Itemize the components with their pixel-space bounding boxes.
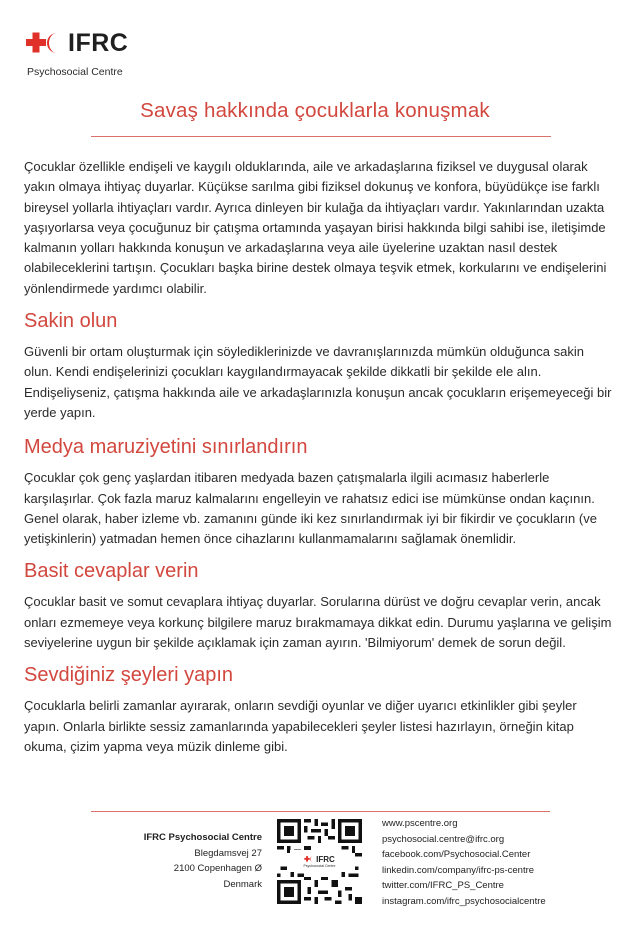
footer-link-email[interactable]: psychosocial.centre@ifrc.org	[382, 833, 505, 845]
section-heading-media: Medya maruziyetini sınırlandırın	[24, 436, 308, 459]
footer-link-website[interactable]: www.pscentre.org	[382, 818, 458, 829]
footer-link-linkedin[interactable]: linkedin.com/company/ifrc-ps-centre	[382, 864, 535, 876]
qr-logo-text: IFRC	[316, 854, 335, 864]
section-heading-enjoy: Sevdiğiniz şeyleri yapın	[24, 664, 233, 687]
qr-logo-subtitle: Psychosocial Centre	[303, 863, 336, 868]
section-text-simple-answers: Çocuklar basit ve somut cevaplara ihtiyaç duyarlar. Sorularına dürüst ve doğru cevaplar verin, ancak onları ezmemeye veya korkunç bilgilere maruz bırakmamaya dikkat edin. Durumu yaşlarına ve gelişim seviyelerine uygun bir şekilde açıklamak için zaman ayırın. 'Bilmiyorum' demek de sorun değil.	[24, 594, 612, 651]
section-heading-calm: Sakin olun	[24, 310, 118, 333]
footer-link-facebook[interactable]: facebook.com/Psychosocial.Center	[382, 849, 531, 861]
logo-subtitle: Psychosocial Centre	[27, 66, 123, 78]
ifrc-logo	[26, 28, 128, 78]
footer-divider	[91, 811, 550, 812]
qr-center-logo	[290, 850, 349, 872]
title-divider	[91, 136, 551, 137]
red-cross-crescent-icon	[26, 32, 64, 54]
page-title: Savaş hakkında çocuklarla konuşmak	[140, 99, 490, 122]
footer-org-name: IFRC Psychosocial Centre	[143, 832, 262, 843]
section-text-calm: Güvenli bir ortam oluşturmak için söylediklerinizde ve davranışlarınızda mümkün olduğunca sakin olun. Kendi endişelerinizi çocukları kaygılandırmayacak şekilde dikkatli bir şekilde ele alın. Endişeliyseniz, çatışma hakkında aile ve arkadaşlarınızla konuşun ancak çocukların erişemeyeceği bir yerde yapın.	[24, 344, 612, 420]
footer-city: 2100 Copenhagen Ø	[173, 863, 262, 875]
footer-country: Denmark	[223, 878, 262, 890]
logo-text: IFRC	[68, 29, 129, 57]
footer-link-twitter[interactable]: twitter.com/IFRC_PS_Centre	[382, 880, 504, 892]
section-text-enjoy: Çocuklarla belirli zamanlar ayırarak, onların sevdiği oyunlar ve diğer uyarıcı etkinlikler gibi şeyler yapın. Onlarla birlikte sessiz zamanlarında yapabilecekleri şeyler listesi hazırlayın, örneğin kitap okuma, çizim yapma veya müzik dinleme gibi.	[24, 698, 577, 754]
qr-red-cross-icon	[304, 856, 315, 862]
footer-address	[90, 830, 262, 892]
section-text-media: Çocuklar çok genç yaşlardan itibaren medyada bazen çatışmalarla ilgili acımasız haberlerle karşılaşırlar. Çok fazla maruz kalmalarını engelleyin ve rahatsız edici ise mümkünse ondan kaçının. Genel olarak, haber izleme vb. zamanını günde iki kez sınırlandırmak iyi bir fikirdir ve çocukların (ve yetişkinlerin) yatmadan hemen önce cihazlarını kullanmamalarını sağlamak önemlidir.	[24, 470, 597, 547]
section-heading-simple-answers: Basit cevaplar verin	[24, 560, 199, 583]
footer-street: Blegdamsvej 27	[194, 847, 262, 859]
footer-link-instagram[interactable]: instagram.com/ifrc_psychosocialcentre	[382, 895, 546, 907]
intro-paragraph: Çocuklar özellikle endişeli ve kaygılı olduklarında, aile ve arkadaşlarına fiziksel ve duygusal olarak yakın olmaya ihtiyaç duyarlar. Küçükse sarılma gibi fiziksel dokunuş ve konfora, büyüdükçe ise farklı bireysel yollarla ihtiyaçları vardır. Ayrıca dinleyen bir kulağa da ihtiyaçları vardır. Yakınlarından uzakta yaşıyorlarsa veya çocuğunuz bir çatışma ortamında yaşayan birisi hakkında bilgi sahibi ise, iletişimde kalmanın yolları hakkında konuşun ve arkadaşlarına veya aile üyelerine uzaktan nasıl destek olabileceklerini tartışın. Çocukları başka birine destek olmaya teşvik etmek, korkularını ve endişelerini yönlendirmede yardımcı olabilir.	[24, 159, 607, 296]
qr-code[interactable]	[277, 819, 362, 904]
main-content	[24, 157, 614, 757]
footer-links	[382, 816, 546, 910]
